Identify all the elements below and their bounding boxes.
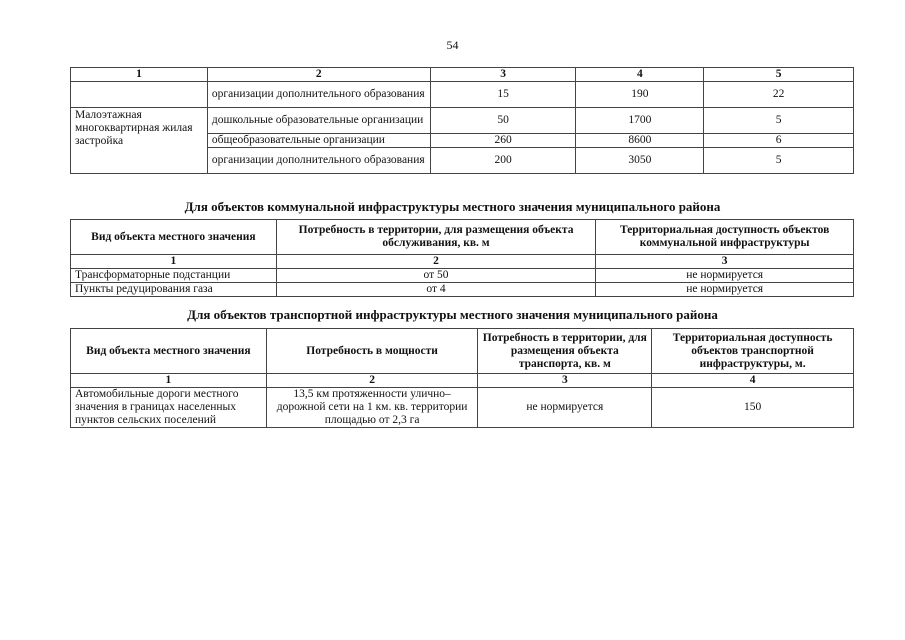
transport-table (70, 328, 854, 428)
education-facilities-table (70, 67, 854, 174)
table-header-row (71, 68, 854, 82)
table-header-row (71, 329, 854, 374)
column-header: Территориальная доступность объектов коммунальной инфраструктуры (596, 220, 854, 255)
section-title-utilities: Для объектов коммунальной инфраструктуры местного значения муниципального района (184, 199, 721, 214)
territory-need: от 4 (276, 283, 596, 297)
table-row (71, 82, 854, 108)
page-number: 54 (446, 38, 459, 52)
accessibility: не нормируется (596, 269, 854, 283)
table-row (71, 283, 854, 297)
column-number: 3 (478, 374, 652, 388)
value-cell: 22 (704, 82, 854, 108)
column-header: Потребность в мощности (266, 329, 478, 374)
column-number: 4 (652, 374, 854, 388)
column-number-row (71, 374, 854, 388)
utilities-table (70, 219, 854, 297)
column-number: 5 (704, 68, 854, 82)
object-name: Трансформаторные подстанции (71, 269, 277, 283)
value-cell: 15 (430, 82, 576, 108)
column-number: 2 (266, 374, 478, 388)
value-cell: 190 (576, 82, 704, 108)
table-row (71, 269, 854, 283)
accessibility: не нормируется (596, 283, 854, 297)
facility-type: организации дополнительного образования (207, 82, 430, 108)
facility-type: общеобразовательные организации (207, 134, 430, 148)
value-cell: 8600 (576, 134, 704, 148)
column-header: Потребность в территории, для размещения объекта транспорта, кв. м (478, 329, 652, 374)
column-number: 3 (430, 68, 576, 82)
value-cell: 6 (704, 134, 854, 148)
territory-need: не нормируется (478, 388, 652, 428)
column-number: 2 (276, 255, 596, 269)
value-cell: 50 (430, 108, 576, 134)
value-cell: 260 (430, 134, 576, 148)
column-number-row (71, 255, 854, 269)
value-cell: 200 (430, 148, 576, 174)
column-number: 1 (71, 255, 277, 269)
empty-cell (71, 82, 208, 108)
object-name: Автомобильные дороги местного значения в границах населенных пунктов сельских поселений (71, 388, 267, 428)
table-header-row (71, 220, 854, 255)
column-header: Вид объекта местного значения (71, 220, 277, 255)
column-number: 1 (71, 374, 267, 388)
value-cell: 1700 (576, 108, 704, 134)
value-cell: 3050 (576, 148, 704, 174)
column-header: Потребность в территории, для размещения объекта обслуживания, кв. м (276, 220, 596, 255)
column-number: 3 (596, 255, 854, 269)
table-row (71, 108, 854, 134)
column-number: 1 (71, 68, 208, 82)
value-cell: 5 (704, 148, 854, 174)
territory-need: от 50 (276, 269, 596, 283)
accessibility: 150 (652, 388, 854, 428)
section-title-transport: Для объектов транспортной инфраструктуры местного значения муниципального района (187, 307, 718, 322)
capacity-need: 13,5 км протяженности улично–дорожной сети на 1 км. кв. территории площадью от 2,3 га (266, 388, 478, 428)
table-row (71, 388, 854, 428)
column-number: 4 (576, 68, 704, 82)
facility-type: организации дополнительного образования (207, 148, 430, 174)
value-cell: 5 (704, 108, 854, 134)
column-number: 2 (207, 68, 430, 82)
object-name: Пункты редуцирования газа (71, 283, 277, 297)
facility-type: дошкольные образовательные организации (207, 108, 430, 134)
building-type-label: Малоэтажная многоквартирная жилая застройка (71, 108, 208, 174)
column-header: Территориальная доступность объектов транспортной инфраструктуры, м. (652, 329, 854, 374)
column-header: Вид объекта местного значения (71, 329, 267, 374)
